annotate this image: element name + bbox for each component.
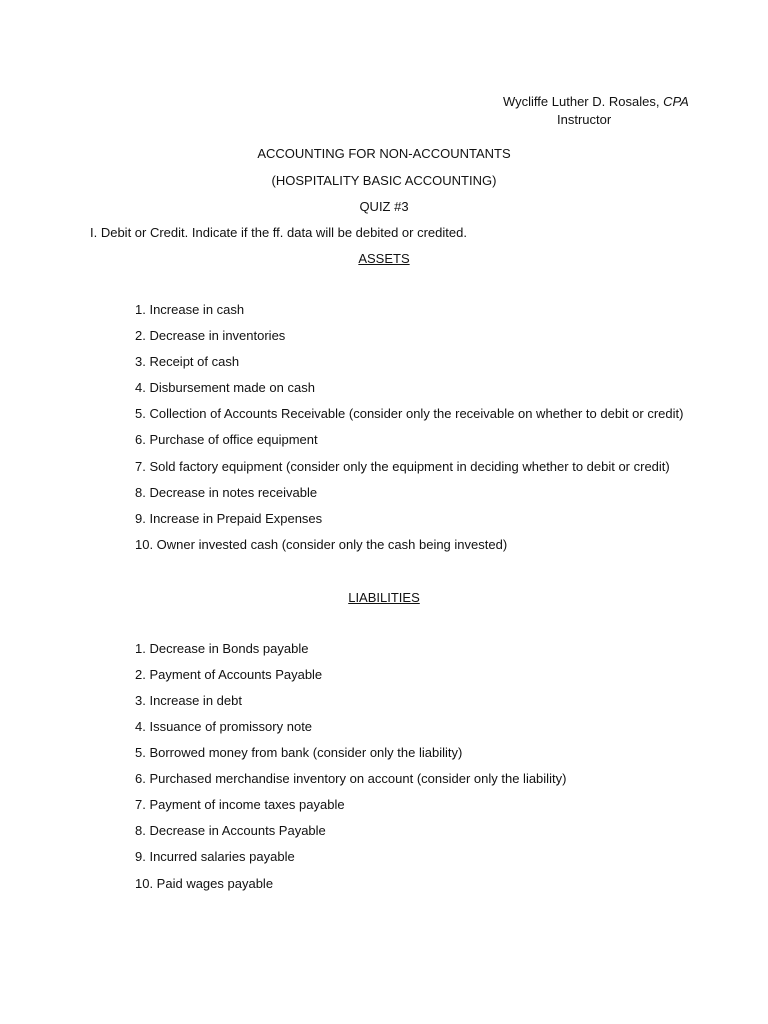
author-credential: CPA <box>663 94 689 109</box>
liability-item: 7. Payment of income taxes payable <box>135 797 345 812</box>
instruction-text: I. Debit or Credit. Indicate if the ff. data will be debited or credited. <box>90 225 467 240</box>
asset-item: 9. Increase in Prepaid Expenses <box>135 511 323 526</box>
author-role: Instructor <box>557 112 612 127</box>
liability-item: 1. Decrease in Bonds payable <box>135 641 309 656</box>
asset-item: 7. Sold factory equipment (consider only the equipment in deciding whether to debit or credit) <box>135 459 670 474</box>
asset-item: 2. Decrease in inventories <box>135 328 286 343</box>
course-title: ACCOUNTING FOR NON-ACCOUNTANTS <box>257 146 511 161</box>
liability-item: 8. Decrease in Accounts Payable <box>135 823 326 838</box>
liability-item: 6. Purchased merchandise inventory on account (consider only the liability) <box>135 771 567 786</box>
liability-item: 4. Issuance of promissory note <box>135 719 313 734</box>
liability-item: 2. Payment of Accounts Payable <box>135 667 323 682</box>
asset-item: 6. Purchase of office equipment <box>135 432 318 447</box>
asset-item: 4. Disbursement made on cash <box>135 380 315 395</box>
author-line <box>503 94 689 110</box>
author-name: Wycliffe Luther D. Rosales, <box>503 94 660 109</box>
asset-item: 10. Owner invested cash (consider only the cash being invested) <box>135 537 508 552</box>
asset-item: 1. Increase in cash <box>135 302 245 317</box>
course-subtitle: (HOSPITALITY BASIC ACCOUNTING) <box>271 173 497 188</box>
asset-item: 3. Receipt of cash <box>135 354 240 369</box>
liability-item: 5. Borrowed money from bank (consider only the liability) <box>135 745 463 760</box>
liability-item: 10. Paid wages payable <box>135 876 274 891</box>
liability-item: 3. Increase in debt <box>135 693 242 708</box>
quiz-title: QUIZ #3 <box>359 199 409 214</box>
asset-item: 5. Collection of Accounts Receivable (consider only the receivable on whether to debit or credit) <box>135 406 684 421</box>
liabilities-heading: LIABILITIES <box>348 590 420 605</box>
liability-item: 9. Incurred salaries payable <box>135 849 295 864</box>
asset-item: 8. Decrease in notes receivable <box>135 485 318 500</box>
assets-heading: ASSETS <box>358 251 410 266</box>
